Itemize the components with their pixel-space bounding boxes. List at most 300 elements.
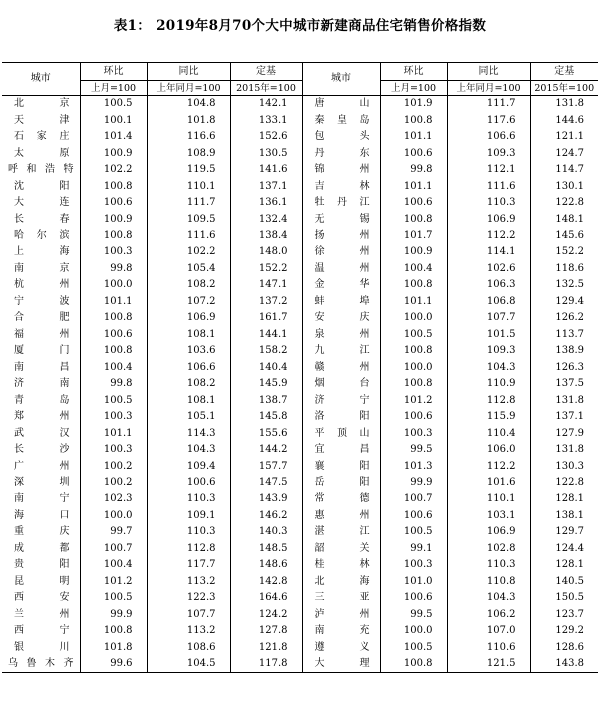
mom-value-cell: 101.3 (380, 458, 447, 474)
city-name-cell: 合 肥 (2, 310, 80, 326)
fixed-value-cell: 161.7 (230, 310, 302, 326)
mom-value-cell: 100.3 (80, 442, 147, 458)
yoy-value-cell: 117.6 (447, 112, 530, 128)
city-name-cell: 金 华 (302, 277, 380, 293)
fixed-value-cell: 146.2 (230, 508, 302, 524)
yoy-value-cell: 108.2 (147, 277, 230, 293)
yoy-value-cell: 109.4 (147, 458, 230, 474)
mom-value-cell: 100.7 (380, 491, 447, 507)
table-row (2, 656, 598, 673)
mom-value-cell: 99.8 (80, 261, 147, 277)
city-name-cell: 桂 林 (302, 557, 380, 573)
city-name-cell: 安 庆 (302, 310, 380, 326)
city-name-cell: 贵 阳 (2, 557, 80, 573)
city-name-cell: 大 理 (302, 656, 380, 673)
fixed-value-cell: 140.4 (230, 360, 302, 376)
yoy-value-cell: 106.0 (447, 442, 530, 458)
table-row (2, 327, 598, 343)
yoy-value-cell: 114.3 (147, 425, 230, 441)
mom-value-cell: 100.8 (380, 211, 447, 227)
mom-value-cell: 100.0 (380, 623, 447, 639)
fixed-value-cell: 131.8 (555, 444, 584, 456)
fixed-value-cell: 137.1 (555, 411, 584, 423)
city-name-cell: 杭 州 (2, 277, 80, 293)
fixed-value-cell: 131.8 (555, 394, 584, 406)
fixed-value-cell: 121.8 (230, 639, 302, 655)
fixed-header-right: 定基 (530, 63, 598, 81)
city-name-cell: 武 汉 (2, 425, 80, 441)
table-row (2, 639, 598, 655)
city-name-cell: 烟 台 (302, 376, 380, 392)
mom-value-cell: 100.6 (380, 409, 447, 425)
mom-value-cell: 102.3 (80, 491, 147, 507)
mom-value-cell: 100.6 (80, 327, 147, 343)
fixed-value-cell: 140.3 (230, 524, 302, 540)
fixed-value-cell: 152.2 (555, 246, 584, 258)
mom-value-cell: 100.5 (80, 96, 147, 113)
table-row (2, 277, 598, 293)
price-index-table (2, 62, 598, 673)
table-row (2, 294, 598, 310)
city-name-cell: 遵 义 (302, 639, 380, 655)
yoy-value-cell: 109.3 (447, 343, 530, 359)
city-name-cell: 吉 林 (302, 178, 380, 194)
yoy-value-cell: 108.2 (147, 376, 230, 392)
mom-value-cell: 100.9 (80, 145, 147, 161)
fixed-value-cell: 155.6 (230, 425, 302, 441)
fixed-value-cell: 143.9 (230, 491, 302, 507)
fixed-value-cell: 152.2 (230, 261, 302, 277)
city-header-right: 城市 (302, 63, 380, 96)
yoy-value-cell: 109.3 (447, 145, 530, 161)
city-name-cell: 天 津 (2, 112, 80, 128)
mom-value-cell: 99.9 (380, 475, 447, 491)
city-name-cell: 唐 山 (302, 96, 380, 113)
yoy-value-cell: 104.3 (447, 360, 530, 376)
city-name-cell: 韶 关 (302, 541, 380, 557)
mom-value-cell: 100.3 (80, 244, 147, 260)
yoy-value-cell: 104.3 (447, 590, 530, 606)
table-row (2, 557, 598, 573)
fixed-value-cell: 148.1 (555, 213, 584, 225)
city-name-cell: 长 春 (2, 211, 80, 227)
city-name-cell: 赣 州 (302, 360, 380, 376)
fixed-value-cell: 152.6 (230, 129, 302, 145)
yoy-value-cell: 115.9 (447, 409, 530, 425)
table-row (2, 145, 598, 161)
yoy-value-cell: 110.6 (447, 639, 530, 655)
mom-value-cell: 100.2 (80, 475, 147, 491)
city-name-cell: 银 川 (2, 639, 80, 655)
mom-value-cell: 100.8 (380, 343, 447, 359)
mom-header-left: 环比 (80, 63, 147, 81)
fixed-value-cell: 126.2 (555, 312, 584, 324)
fixed-value-cell: 113.7 (555, 328, 584, 340)
mom-value-cell: 101.8 (80, 639, 147, 655)
yoy-value-cell: 107.7 (447, 310, 530, 326)
fixed-value-cell: 124.7 (555, 147, 584, 159)
fixed-value-cell: 138.7 (230, 392, 302, 408)
fixed-value-cell: 142.8 (230, 574, 302, 590)
yoy-value-cell: 110.1 (447, 491, 530, 507)
table-row (2, 442, 598, 458)
fixed-value-cell: 128.1 (555, 493, 584, 505)
yoy-value-cell: 109.1 (147, 508, 230, 524)
fixed-value-cell: 148.5 (230, 541, 302, 557)
yoy-value-cell: 111.6 (147, 228, 230, 244)
city-name-cell: 青 岛 (2, 392, 80, 408)
fixed-value-cell: 121.1 (555, 131, 584, 143)
yoy-subheader-left: 上年同月=100 (147, 81, 230, 96)
city-name-cell: 丹 东 (302, 145, 380, 161)
mom-value-cell: 100.9 (380, 244, 447, 260)
city-name-cell: 包 头 (302, 129, 380, 145)
city-name-cell: 锦 州 (302, 162, 380, 178)
mom-value-cell: 100.6 (380, 145, 447, 161)
city-name-cell: 西 宁 (2, 623, 80, 639)
yoy-value-cell: 108.1 (147, 392, 230, 408)
yoy-value-cell: 112.2 (447, 458, 530, 474)
yoy-value-cell: 110.4 (447, 425, 530, 441)
yoy-value-cell: 112.8 (147, 541, 230, 557)
fixed-value-cell: 140.5 (555, 575, 584, 587)
yoy-value-cell: 102.6 (447, 261, 530, 277)
city-name-cell: 长 沙 (2, 442, 80, 458)
table-row (2, 541, 598, 557)
fixed-value-cell: 128.1 (555, 559, 584, 571)
yoy-value-cell: 102.8 (447, 541, 530, 557)
fixed-value-cell: 143.8 (530, 656, 598, 673)
mom-value-cell: 100.5 (80, 590, 147, 606)
mom-value-cell: 100.4 (80, 557, 147, 573)
city-name-cell: 南 京 (2, 261, 80, 277)
table-row (2, 508, 598, 524)
subheader-row (2, 81, 598, 96)
yoy-header-left: 同比 (147, 63, 230, 81)
fixed-value-cell: 158.2 (230, 343, 302, 359)
city-name-cell: 上 海 (2, 244, 80, 260)
mom-value-cell: 99.8 (80, 376, 147, 392)
fixed-value-cell: 150.5 (555, 592, 584, 604)
table-row (2, 491, 598, 507)
city-name-cell: 石家庄 (2, 129, 80, 145)
city-name-cell: 重 庆 (2, 524, 80, 540)
fixed-value-cell: 145.8 (230, 409, 302, 425)
table-row (2, 228, 598, 244)
mom-value-cell: 100.6 (380, 590, 447, 606)
mom-value-cell: 100.8 (380, 277, 447, 293)
yoy-value-cell: 110.3 (447, 557, 530, 573)
mom-value-cell: 100.5 (380, 639, 447, 655)
fixed-value-cell: 117.8 (230, 656, 302, 673)
city-name-cell: 岳 阳 (302, 475, 380, 491)
fixed-value-cell: 124.2 (230, 607, 302, 623)
city-name-cell: 南 宁 (2, 491, 80, 507)
city-name-cell: 深 圳 (2, 475, 80, 491)
yoy-value-cell: 105.1 (147, 409, 230, 425)
table-row (2, 310, 598, 326)
fixed-value-cell: 130.1 (555, 180, 584, 192)
yoy-value-cell: 107.0 (447, 623, 530, 639)
city-name-cell: 太 原 (2, 145, 80, 161)
yoy-value-cell: 104.8 (147, 96, 230, 113)
fixed-value-cell: 127.8 (230, 623, 302, 639)
mom-value-cell: 100.7 (80, 541, 147, 557)
yoy-value-cell: 101.8 (147, 112, 230, 128)
yoy-value-cell: 107.2 (147, 294, 230, 310)
mom-value-cell: 102.2 (80, 162, 147, 178)
city-name-cell: 大 连 (2, 195, 80, 211)
yoy-value-cell: 104.5 (147, 656, 230, 673)
yoy-value-cell: 100.6 (147, 475, 230, 491)
fixed-value-cell: 137.1 (230, 178, 302, 194)
city-name-cell: 秦皇岛 (302, 112, 380, 128)
city-name-cell: 福 州 (2, 327, 80, 343)
mom-value-cell: 100.5 (380, 524, 447, 540)
yoy-value-cell: 106.6 (147, 360, 230, 376)
mom-value-cell: 100.8 (80, 343, 147, 359)
fixed-value-cell: 137.5 (555, 378, 584, 390)
fixed-value-cell: 129.4 (555, 295, 584, 307)
yoy-value-cell: 104.3 (147, 442, 230, 458)
yoy-header-right: 同比 (447, 63, 530, 81)
table-row (2, 574, 598, 590)
fixed-value-cell: 145.9 (230, 376, 302, 392)
mom-value-cell: 101.2 (80, 574, 147, 590)
yoy-value-cell: 121.5 (447, 656, 530, 673)
table-row (2, 475, 598, 491)
mom-value-cell: 100.3 (380, 425, 447, 441)
yoy-value-cell: 113.2 (147, 623, 230, 639)
table-row (2, 244, 598, 260)
yoy-value-cell: 116.6 (147, 129, 230, 145)
table-row (2, 376, 598, 392)
city-name-cell: 泸 州 (302, 607, 380, 623)
table-row (2, 162, 598, 178)
fixed-value-cell: 148.0 (230, 244, 302, 260)
mom-value-cell: 100.4 (80, 360, 147, 376)
yoy-value-cell: 101.6 (447, 475, 530, 491)
mom-value-cell: 100.3 (380, 557, 447, 573)
city-name-cell: 海 口 (2, 508, 80, 524)
city-name-cell: 乌鲁木齐 (2, 656, 80, 673)
city-name-cell: 九 江 (302, 343, 380, 359)
city-name-cell: 南 昌 (2, 360, 80, 376)
city-name-cell: 昆 明 (2, 574, 80, 590)
yoy-value-cell: 113.2 (147, 574, 230, 590)
city-name-cell: 湛 江 (302, 524, 380, 540)
yoy-value-cell: 110.3 (147, 524, 230, 540)
yoy-value-cell: 112.2 (447, 228, 530, 244)
fixed-value-cell: 123.7 (555, 608, 584, 620)
fixed-value-cell: 138.9 (555, 345, 584, 357)
mom-value-cell: 100.0 (380, 360, 447, 376)
city-name-cell: 徐 州 (302, 244, 380, 260)
fixed-value-cell: 148.6 (230, 557, 302, 573)
fixed-header-left: 定基 (230, 63, 302, 81)
mom-value-cell: 100.5 (80, 392, 147, 408)
yoy-value-cell: 112.8 (447, 392, 530, 408)
fixed-value-cell: 130.3 (555, 460, 584, 472)
city-name-cell: 南 充 (302, 623, 380, 639)
mom-value-cell: 100.5 (380, 327, 447, 343)
yoy-value-cell: 106.8 (447, 294, 530, 310)
yoy-value-cell: 106.9 (447, 211, 530, 227)
city-name-cell: 牡丹江 (302, 195, 380, 211)
fixed-value-cell: 124.4 (555, 542, 584, 554)
mom-value-cell: 100.8 (80, 310, 147, 326)
yoy-value-cell: 110.3 (147, 491, 230, 507)
fixed-value-cell: 122.8 (555, 197, 584, 209)
yoy-value-cell: 109.5 (147, 211, 230, 227)
mom-value-cell: 100.8 (380, 112, 447, 128)
fixed-value-cell: 130.5 (230, 145, 302, 161)
fixed-value-cell: 147.1 (230, 277, 302, 293)
mom-value-cell: 101.4 (80, 129, 147, 145)
yoy-value-cell: 105.4 (147, 261, 230, 277)
city-name-cell: 宁 波 (2, 294, 80, 310)
table-body (2, 96, 598, 673)
mom-value-cell: 101.1 (380, 294, 447, 310)
mom-subheader-left: 上月=100 (80, 81, 147, 96)
yoy-value-cell: 122.3 (147, 590, 230, 606)
yoy-value-cell: 108.9 (147, 145, 230, 161)
city-name-cell: 兰 州 (2, 607, 80, 623)
yoy-value-cell: 108.6 (147, 639, 230, 655)
mom-value-cell: 101.7 (380, 228, 447, 244)
fixed-value-cell: 138.1 (555, 509, 584, 521)
city-name-cell: 济 南 (2, 376, 80, 392)
city-name-cell: 三 亚 (302, 590, 380, 606)
fixed-value-cell: 142.1 (230, 96, 302, 113)
mom-value-cell: 101.9 (380, 96, 447, 113)
fixed-value-cell: 114.7 (555, 164, 584, 176)
mom-value-cell: 99.9 (80, 607, 147, 623)
yoy-value-cell: 103.1 (447, 508, 530, 524)
city-name-cell: 平顶山 (302, 425, 380, 441)
city-name-cell: 厦 门 (2, 343, 80, 359)
yoy-value-cell: 103.6 (147, 343, 230, 359)
yoy-value-cell: 107.7 (147, 607, 230, 623)
city-name-cell: 泉 州 (302, 327, 380, 343)
table-row (2, 425, 598, 441)
mom-value-cell: 101.0 (380, 574, 447, 590)
fixed-value-cell: 122.8 (555, 477, 584, 489)
mom-value-cell: 100.0 (80, 277, 147, 293)
table-row (2, 524, 598, 540)
fixed-value-cell: 144.1 (230, 327, 302, 343)
yoy-subheader-right: 上年同月=100 (447, 81, 530, 96)
city-name-cell: 襄 阳 (302, 458, 380, 474)
mom-value-cell: 100.6 (380, 195, 447, 211)
mom-value-cell: 100.4 (380, 261, 447, 277)
city-name-cell: 北 海 (302, 574, 380, 590)
mom-value-cell: 99.5 (380, 442, 447, 458)
yoy-value-cell: 112.1 (447, 162, 530, 178)
table-row (2, 96, 598, 113)
table-row (2, 458, 598, 474)
fixed-value-cell: 144.6 (555, 114, 584, 126)
table-row (2, 623, 598, 639)
mom-value-cell: 99.6 (80, 656, 147, 673)
mom-value-cell: 100.0 (80, 508, 147, 524)
city-name-cell: 惠 州 (302, 508, 380, 524)
mom-value-cell: 99.7 (80, 524, 147, 540)
fixed-value-cell: 157.7 (230, 458, 302, 474)
fixed-value-cell: 126.3 (555, 361, 584, 373)
yoy-value-cell: 119.5 (147, 162, 230, 178)
city-name-cell: 北 京 (2, 96, 80, 113)
fixed-value-cell: 133.1 (230, 112, 302, 128)
table-row (2, 211, 598, 227)
fixed-subheader-right: 2015年=100 (530, 81, 598, 96)
yoy-value-cell: 114.1 (447, 244, 530, 260)
mom-value-cell: 99.5 (380, 607, 447, 623)
table-row (2, 360, 598, 376)
fixed-value-cell: 144.2 (230, 442, 302, 458)
city-name-cell: 宜 昌 (302, 442, 380, 458)
yoy-value-cell: 106.6 (447, 129, 530, 145)
mom-value-cell: 100.8 (80, 228, 147, 244)
mom-value-cell: 100.6 (380, 508, 447, 524)
yoy-value-cell: 117.7 (147, 557, 230, 573)
fixed-value-cell: 127.9 (555, 427, 584, 439)
fixed-value-cell: 129.7 (555, 526, 584, 538)
mom-header-right: 环比 (380, 63, 447, 81)
city-name-cell: 无 锡 (302, 211, 380, 227)
fixed-value-cell: 138.4 (230, 228, 302, 244)
mom-value-cell: 101.1 (80, 294, 147, 310)
table-row (2, 195, 598, 211)
fixed-value-cell: 132.5 (555, 279, 584, 291)
yoy-value-cell: 106.9 (147, 310, 230, 326)
mom-value-cell: 101.1 (380, 129, 447, 145)
yoy-value-cell: 111.7 (147, 195, 230, 211)
yoy-value-cell: 108.1 (147, 327, 230, 343)
city-name-cell: 成 都 (2, 541, 80, 557)
yoy-value-cell: 101.5 (447, 327, 530, 343)
fixed-value-cell: 132.4 (230, 211, 302, 227)
city-header-left: 城市 (2, 63, 80, 96)
city-name-cell: 蚌 埠 (302, 294, 380, 310)
mom-subheader-right: 上月=100 (380, 81, 447, 96)
yoy-value-cell: 110.1 (147, 178, 230, 194)
mom-value-cell: 100.2 (80, 458, 147, 474)
table-row (2, 392, 598, 408)
city-name-cell: 呼和浩特 (2, 162, 80, 178)
fixed-value-cell: 147.5 (230, 475, 302, 491)
mom-value-cell: 101.1 (80, 425, 147, 441)
table-row (2, 409, 598, 425)
yoy-value-cell: 110.3 (447, 195, 530, 211)
city-name-cell: 郑 州 (2, 409, 80, 425)
mom-value-cell: 100.0 (380, 310, 447, 326)
yoy-value-cell: 111.7 (447, 96, 530, 113)
fixed-value-cell: 141.6 (230, 162, 302, 178)
yoy-value-cell: 106.2 (447, 607, 530, 623)
fixed-value-cell: 131.8 (555, 98, 584, 110)
fixed-value-cell: 164.6 (230, 590, 302, 606)
mom-value-cell: 101.1 (380, 178, 447, 194)
city-name-cell: 扬 州 (302, 228, 380, 244)
city-name-cell: 济 宁 (302, 392, 380, 408)
mom-value-cell: 100.9 (80, 211, 147, 227)
city-name-cell: 哈尔滨 (2, 228, 80, 244)
city-name-cell: 西 安 (2, 590, 80, 606)
city-name-cell: 沈 阳 (2, 178, 80, 194)
city-name-cell: 洛 阳 (302, 409, 380, 425)
table-row (2, 590, 598, 606)
